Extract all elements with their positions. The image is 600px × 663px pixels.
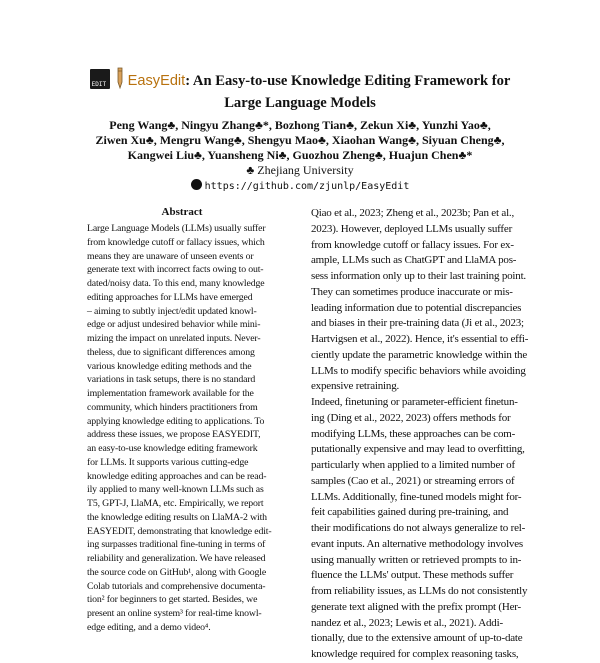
abstract-line: T5, GPT-J, LlaMA, etc. Empirically, we report: [87, 498, 264, 509]
author-line-2: Ziwen Xu♣, Mengru Wang♣, Shengyu Mao♣, Xiaohan Wang♣, Siyuan Cheng♣,: [95, 133, 505, 147]
body-line: knowledge required for complex reasoning tasks,: [311, 648, 519, 660]
abstract-line: for LLMs. It supports various cutting-edge: [87, 456, 249, 468]
github-url[interactable]: https://github.com/zjunlp/EasyEdit: [204, 181, 410, 192]
easyedit-logo-icon: EDIT: [90, 69, 110, 89]
author-line-3: Kangwei Liu♣, Yuansheng Ni♣, Guozhou Zheng♣, Huajun Chen♣*: [127, 148, 473, 162]
body-line: from reliability issues, as LLMs do not consistently: [311, 585, 528, 597]
title-line-1: [0, 66, 600, 92]
abstract-line: the knowledge editing results on LlaMA-2 with: [87, 511, 267, 523]
body-line: ample, LLMs such as ChatGPT and LlaMA pos-: [311, 254, 517, 267]
body-line: from knowledge cutoff or fallacy issues. For ex-: [311, 238, 514, 251]
body-line: generate text aligned with the prefix prompt (Her-: [311, 600, 522, 613]
body-line: fluence the LLMs' output. These methods suffer: [311, 569, 514, 582]
abstract-line: variations in task setups, there is no standard: [87, 374, 256, 386]
body-line: ciently update the parametric knowledge within the: [311, 348, 528, 361]
body-line: Hartvigsen et al., 2022). Hence, it's essential to effi-: [311, 333, 529, 345]
abstract-line: an easy-to-use knowledge editing framework: [87, 443, 258, 454]
body-line: Qiao et al., 2023; Zheng et al., 2023b; Pan et al.,: [311, 207, 515, 219]
body-text-column: [311, 206, 533, 663]
abstract-line: tion² for beginners to get started. Besides, we: [87, 594, 258, 606]
body-line: using manually written or retrieved prompts to in-: [311, 553, 522, 566]
abstract-line: Colab tutorials and comprehensive documenta-: [87, 580, 266, 592]
abstract-line: means they are unaware of unseen events or: [87, 250, 254, 262]
abstract-text: [87, 222, 277, 635]
abstract-line: EASYEDIT, demonstrating that knowledge edit-: [87, 525, 272, 537]
body-line: nandez et al., 2023; Lewis et al., 2021). Addi-: [311, 616, 503, 629]
abstract-line: theless, due to significant differences among: [87, 346, 255, 358]
title-rest: : An Easy-to-use Knowledge Editing Framework for: [185, 73, 511, 89]
abstract-line: from knowledge cutoff or fallacy issues, which: [87, 236, 265, 248]
body-line: sess information only up to their last training point.: [311, 270, 526, 282]
author-line-1: Peng Wang♣, Ningyu Zhang♣*, Bozhong Tian♣, Zekun Xi♣, Yunzhi Yao♣,: [109, 118, 491, 132]
abstract-line: knowledge editing approaches and can be read-: [87, 470, 267, 482]
github-icon: [191, 179, 202, 190]
body-line: 2023). However, deployed LLMs usually suffer: [311, 222, 513, 235]
affiliation: ♣ Zhejiang University: [246, 163, 354, 177]
paper-title: [0, 66, 600, 114]
abstract-line: – aiming to subtly inject/edit updated knowl-: [87, 305, 257, 317]
abstract-line: present an online system³ for real-time knowl-: [87, 608, 262, 619]
github-link[interactable]: [0, 179, 600, 194]
pen-icon: [114, 66, 126, 90]
abstract-line: applying knowledge editing to applications. To: [87, 415, 265, 427]
body-line: their modifications do not always generalize to rel-: [311, 522, 526, 534]
abstract-line: generate text with incorrect facts owing to out-: [87, 264, 264, 276]
abstract-line: the source code on GitHub¹, along with Google: [87, 566, 267, 578]
body-line: feit capabilities gained during pre-training, and: [311, 506, 509, 519]
body-line: and biases in their pre-training data (Ji et al., 2023;: [311, 317, 524, 330]
body-line: samples (Cao et al., 2021) or streaming errors of: [311, 474, 515, 487]
abstract-line: dated/noisy data. To this end, many knowledge: [87, 278, 265, 289]
abstract-line: Large Language Models (LLMs) usually suffer: [87, 223, 266, 234]
author-block: [0, 118, 600, 194]
body-text: [311, 206, 533, 663]
abstract-heading: Abstract: [161, 206, 203, 218]
abstract-line: address these issues, we propose EASYEDIT,: [87, 429, 261, 441]
body-line: tionally, due to the extensive amount of up-to-date: [311, 632, 523, 645]
body-line: They can sometimes produce inaccurate or mis-: [311, 285, 513, 298]
body-line: Indeed, finetuning or parameter-efficient finetun-: [311, 396, 518, 408]
abstract-section: [87, 206, 277, 635]
body-line: evant inputs. An alternative methodology involves: [311, 537, 523, 550]
brand-name: EasyEdit: [127, 73, 186, 89]
abstract-line: mizing the impact on unrelated inputs. Never-: [87, 333, 261, 344]
abstract-line: implementation framework available for the: [87, 388, 254, 399]
body-line: LLMs. Additionally, fine-tuned models might for-: [311, 490, 522, 503]
body-line: ing (Ding et al., 2022, 2023) offers methods for: [311, 411, 511, 424]
body-line: particularly when applied to a limited number of: [311, 459, 515, 471]
body-line: expensive retraining.: [311, 380, 400, 393]
body-line: leading information due to potential discrepancies: [311, 301, 522, 314]
abstract-line: reliability and generalization. We have released: [87, 553, 266, 564]
abstract-line: edge or adjust undesired behavior while mini-: [87, 319, 261, 331]
abstract-line: ily applied to many well-known LLMs such as: [87, 484, 264, 496]
title-line-2: Large Language Models: [224, 95, 376, 111]
body-line: LLMs to modify specific behaviors while avoiding: [311, 364, 526, 377]
abstract-line: community, which hinders practitioners from: [87, 401, 258, 413]
abstract-line: various knowledge editing methods and the: [87, 360, 252, 372]
abstract-line: editing approaches for LLMs have emerged: [87, 291, 253, 303]
abstract-line: ing surpasses traditional fine-tuning in terms of: [87, 539, 266, 551]
body-line: putationally expensive and may lead to overfitting,: [311, 443, 525, 456]
abstract-line: edge editing, and a demo video⁴.: [87, 621, 211, 633]
body-line: modifying LLMs, these approaches can be com-: [311, 427, 516, 440]
